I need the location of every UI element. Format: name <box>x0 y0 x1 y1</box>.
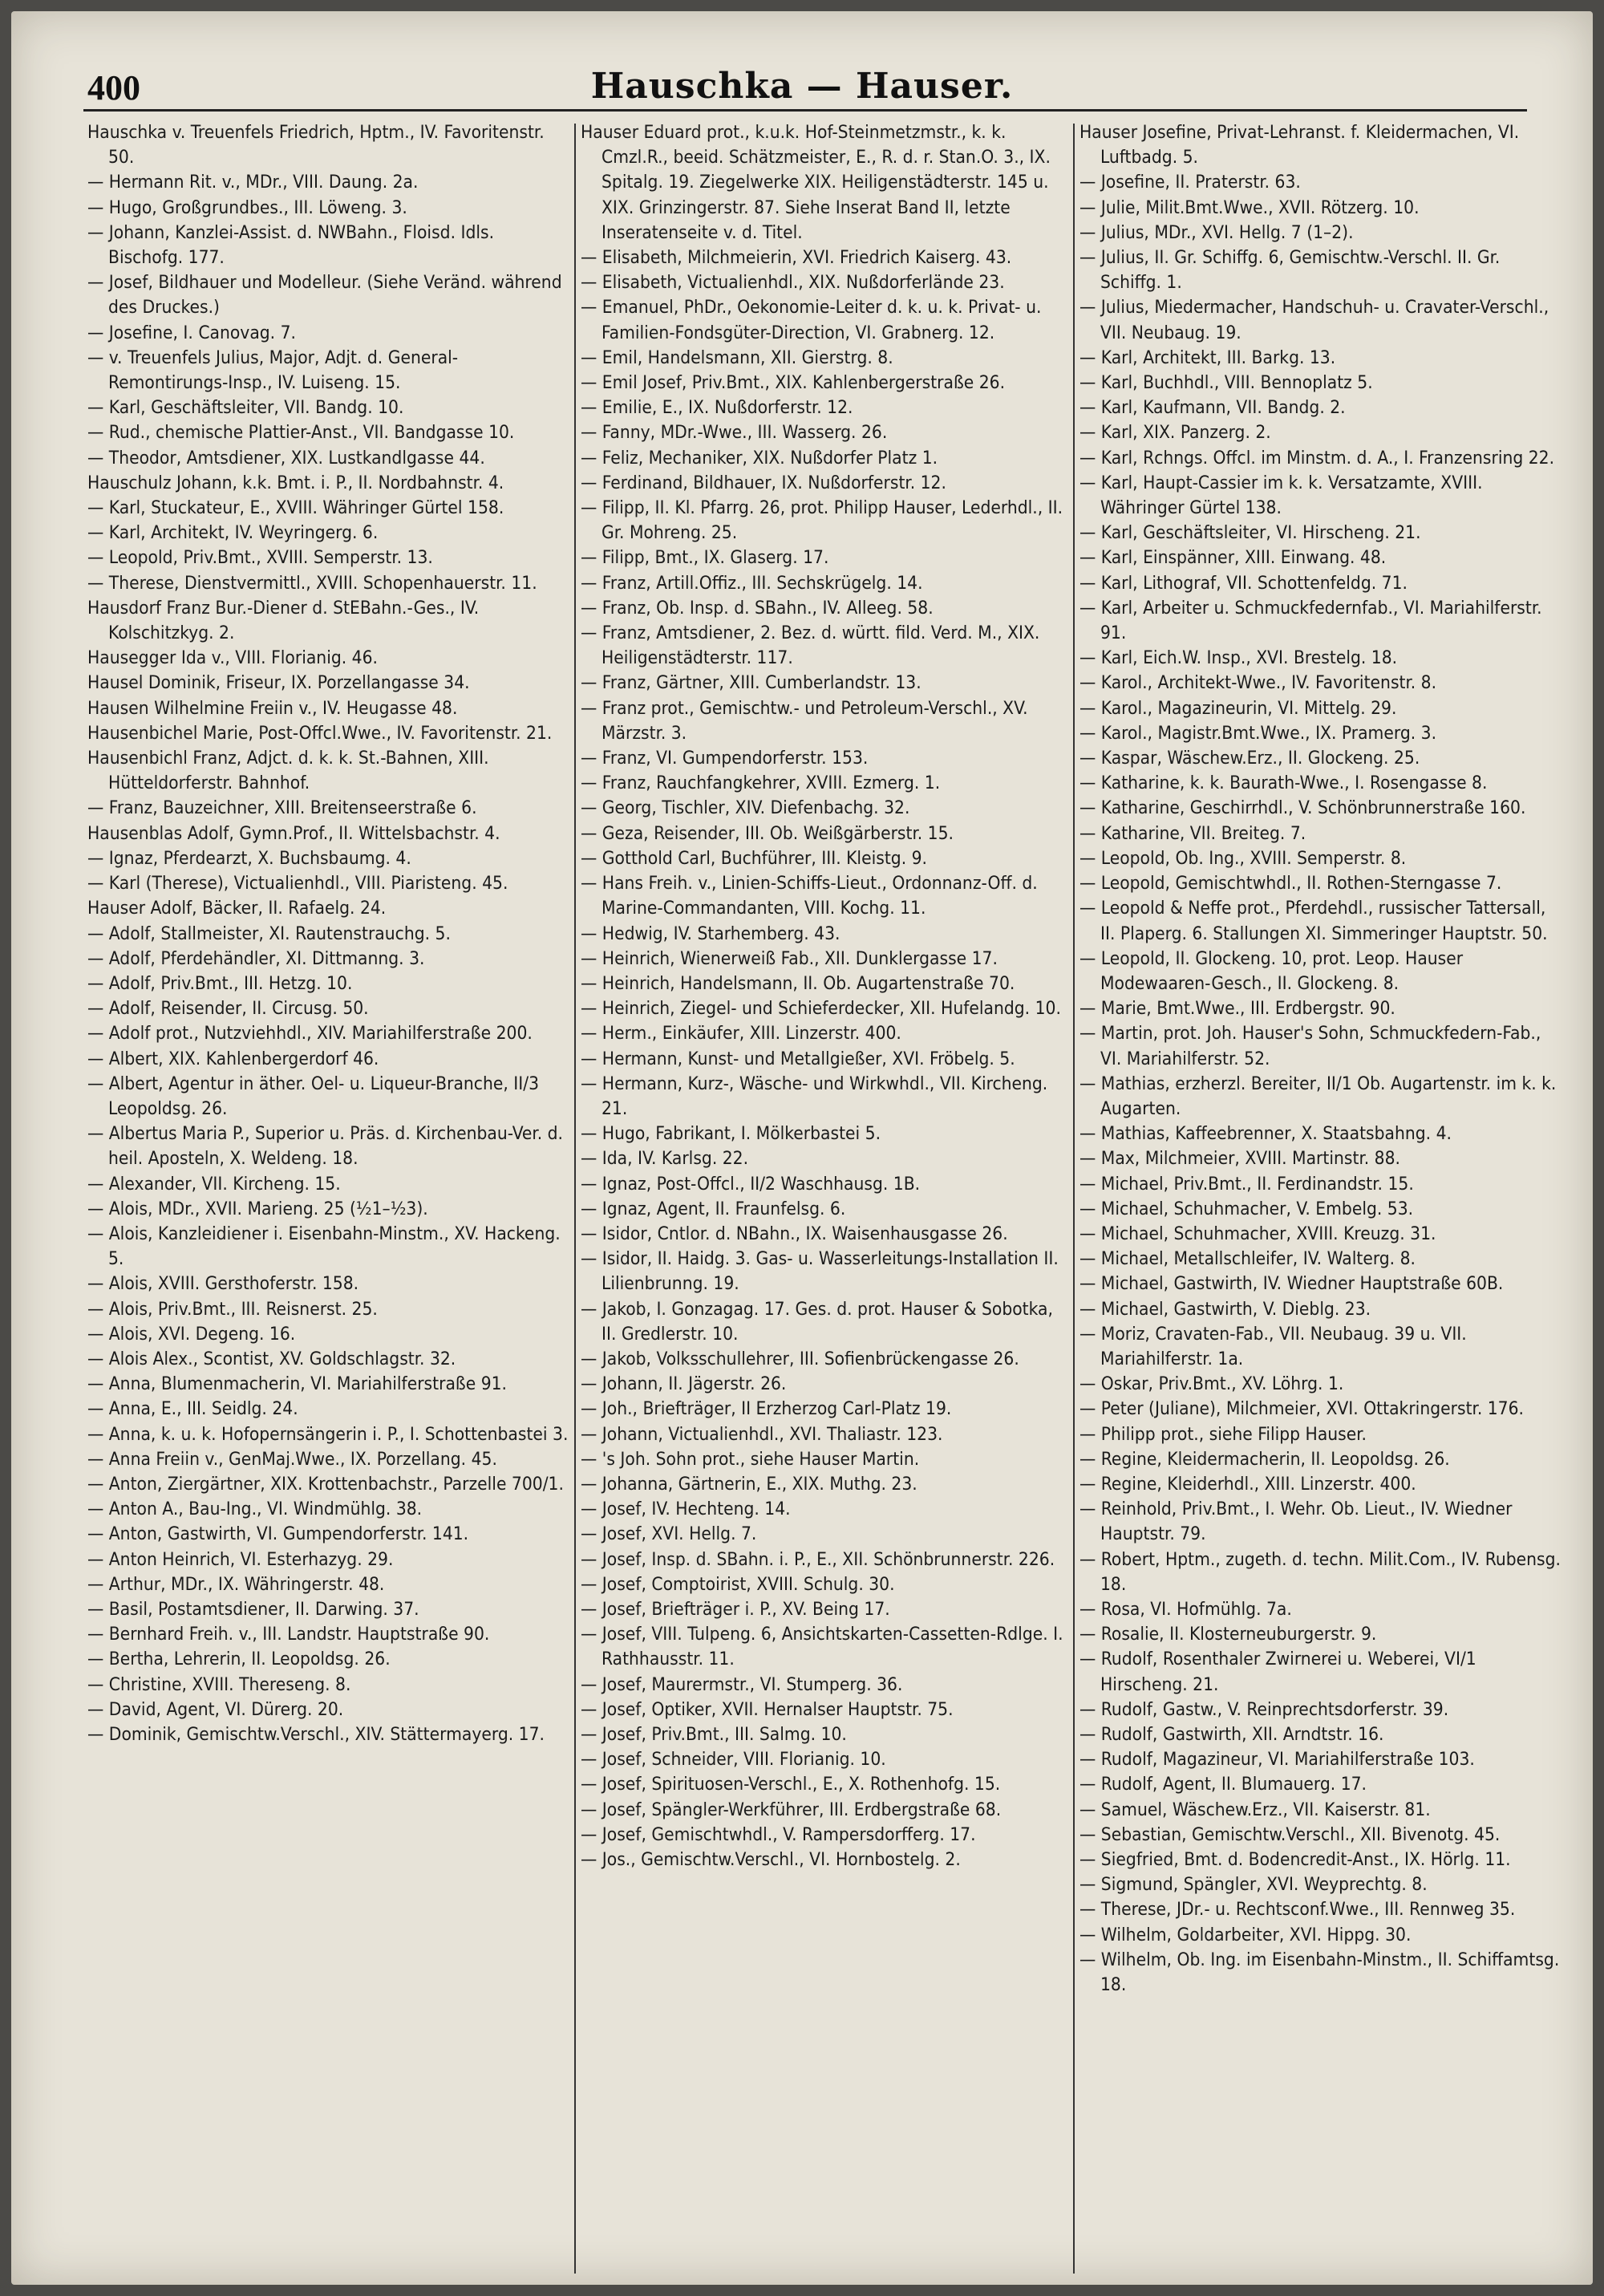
directory-entry: — Johann, Kanzlei-Assist. d. NWBahn., Floisd. Idls. Bischofg. 177. <box>87 221 495 269</box>
directory-entry: — Jakob, I. Gonzagag. 17. Ges. d. prot. Hauser & Sobotka, II. Gredlerstr. 10. <box>581 1298 1053 1345</box>
directory-entry: — Heinrich, Ziegel- und Schieferdecker, XII. Hufelandg. 10. <box>581 998 1061 1020</box>
directory-entry: — Herm., Einkäufer, XIII. Linzerstr. 400. <box>581 1023 901 1045</box>
directory-entry: — Albertus Maria P., Superior u. Präs. d. Kirchenbau-Ver. d. heil. Aposteln, X. Weldeng. 18. <box>87 1123 563 1170</box>
directory-entry: — David, Agent, VI. Dürerg. 20. <box>87 1698 344 1720</box>
directory-entry: Hausel Dominik, Friseur, IX. Porzellangasse 34. <box>87 672 470 694</box>
directory-entry: — Philipp prot., siehe Filipp Hauser. <box>1079 1423 1367 1445</box>
directory-entry: — Regine, Kleiderhdl., XIII. Linzerstr. 400. <box>1079 1473 1416 1495</box>
directory-entry: — Anna Freiin v., GenMaj.Wwe., IX. Porzellang. 45. <box>87 1448 497 1470</box>
directory-entry: — Rosa, VI. Hofmühlg. 7a. <box>1079 1598 1292 1620</box>
directory-entry: — Karl, Stuckateur, E., XVIII. Währinger Gürtel 158. <box>87 497 504 519</box>
directory-entry: — Arthur, MDr., IX. Währingerstr. 48. <box>87 1573 385 1595</box>
directory-entry: — Heinrich, Wienerweiß Fab., XII. Dunklergasse 17. <box>581 947 998 969</box>
directory-entry: — Ignaz, Post-Offcl., II/2 Waschhausg. 1B. <box>581 1173 921 1195</box>
directory-entry: — Josef, Spängler-Werkführer, III. Erdbergstraße 68. <box>581 1799 1002 1820</box>
directory-entry: — Anton, Gastwirth, VI. Gumpendorferstr. 141. <box>87 1523 469 1545</box>
directory-entry: — Karl, Geschäftsleiter, VII. Bandg. 10. <box>87 397 404 419</box>
directory-entry: — Josef, Briefträger i. P., XV. Being 17. <box>581 1598 890 1620</box>
directory-entry: — Franz, Bauzeichner, XIII. Breitenseerstraße 6. <box>87 797 477 819</box>
directory-entry: — Mathias, Kaffeebrenner, X. Staatsbahng. 4. <box>1079 1123 1452 1145</box>
directory-entry: — Regine, Kleidermacherin, II. Leopoldsg. 26. <box>1079 1448 1450 1470</box>
column-3 <box>1079 120 1561 2270</box>
directory-entry: — Emanuel, PhDr., Oekonomie-Leiter d. k. u. k. Privat- u. Familien-Fondsgüter-Direction, VI. Grabnerg. 12. <box>581 297 1042 343</box>
directory-entry: — Johanna, Gärtnerin, E., XIX. Muthg. 23. <box>581 1473 917 1495</box>
directory-entry: — Jos., Gemischtw.Verschl., VI. Hornbostelg. 2. <box>581 1849 961 1871</box>
directory-entry: — Josef, Priv.Bmt., III. Salmg. 10. <box>581 1724 847 1745</box>
directory-entry: — Alexander, VII. Kircheng. 15. <box>87 1173 341 1195</box>
directory-entry: — Leopold, II. Glockeng. 10, prot. Leop. Hauser Modewaaren-Gesch., II. Glockeng. 8. <box>1079 947 1464 994</box>
directory-entry: — Anton, Ziergärtner, XIX. Krottenbachstr., Parzelle 700/1. <box>87 1473 564 1495</box>
directory-entry: — Anna, k. u. k. Hofopernsängerin i. P., I. Schottenbastei 3. <box>87 1423 569 1445</box>
directory-entry: — Ignaz, Agent, II. Fraunfelsg. 6. <box>581 1198 846 1219</box>
directory-entry: — Dominik, Gemischtw.Verschl., XIV. Stättermayerg. 17. <box>87 1724 545 1745</box>
directory-entry: — Albert, XIX. Kahlenbergerdorf 46. <box>87 1048 379 1069</box>
directory-entry: — Julius, Miedermacher, Handschuh- u. Cravater-Verschl., VII. Neubaug. 19. <box>1079 297 1549 343</box>
directory-entry: — Johann, II. Jägerstr. 26. <box>581 1373 787 1395</box>
column-divider <box>574 124 576 2274</box>
directory-entry: — Elisabeth, Milchmeierin, XVI. Friedrich Kaiserg. 43. <box>581 247 1012 269</box>
directory-entry: — Theodor, Amtsdiener, XIX. Lustkandlgasse 44. <box>87 447 485 469</box>
directory-entry: Hausenblas Adolf, Gymn.Prof., II. Wittelsbachstr. 4. <box>87 822 500 844</box>
directory-entry: — Mathias, erzherzl. Bereiter, II/1 Ob. Augartenstr. im k. k. Augarten. <box>1079 1073 1557 1119</box>
directory-entry: — 's Joh. Sohn prot., siehe Hauser Martin. <box>581 1448 920 1470</box>
directory-entry: — Michael, Priv.Bmt., II. Ferdinandstr. 15. <box>1079 1173 1414 1195</box>
directory-entry: — Alois, Kanzleidiener i. Eisenbahn-Minstm., XV. Hackeng. 5. <box>87 1223 561 1270</box>
directory-entry: — Filipp, II. Kl. Pfarrg. 26, prot. Philipp Hauser, Lederhdl., II. Gr. Mohreng. 25. <box>581 497 1063 544</box>
directory-entry: Hausdorf Franz Bur.-Diener d. StEBahn.-Ges., IV. Kolschitzkyg. 2. <box>87 597 480 644</box>
directory-entry: — Franz, Gärtner, XIII. Cumberlandstr. 13. <box>581 672 921 694</box>
directory-entry: — Bernhard Freih. v., III. Landstr. Hauptstraße 90. <box>87 1624 490 1645</box>
directory-entry: — Michael, Metallschleifer, IV. Walterg. 8. <box>1079 1248 1416 1270</box>
directory-entry: — Isidor, II. Haidg. 3. Gas- u. Wasserleitungs-Installation II. Lilienbrunng. 19. <box>581 1248 1059 1295</box>
directory-entry: — Heinrich, Handelsmann, II. Ob. Augartenstraße 70. <box>581 972 1015 994</box>
directory-entry: — Katharine, k. k. Baurath-Wwe., I. Rosengasse 8. <box>1079 773 1488 794</box>
directory-entry: — Emilie, E., IX. Nußdorferstr. 12. <box>581 397 853 419</box>
directory-entry: — Karol., Magistr.Bmt.Wwe., IX. Pramerg. 3. <box>1079 722 1437 744</box>
page-title: Hauschka — Hauser. <box>590 66 1014 107</box>
directory-entry: — Alois, MDr., XVII. Marieng. 25 (½1–½3). <box>87 1198 428 1219</box>
directory-entry: — Marie, Bmt.Wwe., III. Erdbergstr. 90. <box>1079 998 1395 1020</box>
directory-entry: — Sebastian, Gemischtw.Verschl., XII. Bivenotg. 45. <box>1079 1823 1501 1845</box>
directory-entry: — Oskar, Priv.Bmt., XV. Löhrg. 1. <box>1079 1373 1344 1395</box>
directory-entry: — Sigmund, Spängler, XVI. Weyprechtg. 8. <box>1079 1874 1428 1896</box>
directory-entry: — Elisabeth, Victualienhdl., XIX. Nußdorferlände 23. <box>581 272 1005 294</box>
directory-entry: — Leopold, Gemischtwhdl., II. Rothen-Sterngasse 7. <box>1079 873 1502 894</box>
directory-entry: — Josef, Insp. d. SBahn. i. P., E., XII. Schönbrunnerstr. 226. <box>581 1548 1055 1570</box>
directory-entry: — Emil Josef, Priv.Bmt., XIX. Kahlenbergerstraße 26. <box>581 372 1006 394</box>
header-rule <box>83 109 1527 112</box>
directory-entry: — Alois, Priv.Bmt., III. Reisnerst. 25. <box>87 1298 378 1320</box>
directory-entry: — Katharine, Geschirrhdl., V. Schönbrunnerstraße 160. <box>1079 797 1526 819</box>
directory-entry: — Ferdinand, Bildhauer, IX. Nußdorferstr. 12. <box>581 472 946 493</box>
directory-entry: Hausen Wilhelmine Freiin v., IV. Heugasse 48. <box>87 697 458 719</box>
directory-entry: — Leopold, Ob. Ing., XVIII. Semperstr. 8. <box>1079 847 1407 869</box>
directory-entry: — Therese, JDr.- u. Rechtsconf.Wwe., III. Rennweg 35. <box>1079 1899 1516 1921</box>
directory-entry: — Julie, Milit.Bmt.Wwe., XVII. Rötzerg. 10. <box>1079 197 1420 218</box>
directory-entry: — Georg, Tischler, XIV. Diefenbachg. 32. <box>581 797 910 819</box>
directory-entry: — Karl, Haupt-Cassier im k. k. Versatzamte, XVIII. Währinger Gürtel 138. <box>1079 472 1483 519</box>
directory-entry: — Adolf, Pferdehändler, XI. Dittmanng. 3. <box>87 947 425 969</box>
directory-entry: — Ignaz, Pferdearzt, X. Buchsbaumg. 4. <box>87 847 411 869</box>
directory-entry: — Rosalie, II. Klosterneuburgerstr. 9. <box>1079 1624 1377 1645</box>
directory-entry: — Anna, E., III. Seidlg. 24. <box>87 1398 298 1420</box>
directory-entry: — Josefine, II. Praterstr. 63. <box>1079 172 1301 193</box>
directory-entry: — Karl, Rchngs. Offcl. im Minstm. d. A., I. Franzensring 22. <box>1079 447 1555 469</box>
directory-entry: — Kaspar, Wäschew.Erz., II. Glockeng. 25. <box>1079 748 1420 769</box>
directory-entry: — Basil, Postamtsdiener, II. Darwing. 37. <box>87 1598 419 1620</box>
directory-entry: — Josef, VIII. Tulpeng. 6, Ansichtskarten-Cassetten-Rdlge. I. Rathhausstr. 11. <box>581 1624 1063 1670</box>
directory-entry: — Rudolf, Rosenthaler Zwirnerei u. Weberei, VI/1 Hirscheng. 21. <box>1079 1649 1476 1695</box>
directory-entry: — Max, Milchmeier, XVIII. Martinstr. 88. <box>1079 1148 1400 1170</box>
directory-entry: — Christine, XVIII. Thereseng. 8. <box>87 1673 351 1695</box>
directory-entry: — Adolf, Reisender, II. Circusg. 50. <box>87 998 369 1020</box>
directory-entry: — Michael, Schuhmacher, XVIII. Kreuzg. 31. <box>1079 1223 1436 1244</box>
directory-entry: — Rudolf, Gastwirth, XII. Arndtstr. 16. <box>1079 1724 1384 1745</box>
directory-entry: — Therese, Dienstvermittl., XVIII. Schopenhauerstr. 11. <box>87 572 537 594</box>
directory-entry: — Karl, Kaufmann, VII. Bandg. 2. <box>1079 397 1346 419</box>
directory-entry: — Karl, Eich.W. Insp., XVI. Brestelg. 18. <box>1079 647 1398 669</box>
directory-entry: — Reinhold, Priv.Bmt., I. Wehr. Ob. Lieut., IV. Wiedner Hauptstr. 79. <box>1079 1499 1513 1545</box>
directory-entry: — Hermann Rit. v., MDr., VIII. Daung. 2a. <box>87 172 419 193</box>
directory-entry: — Katharine, VII. Breiteg. 7. <box>1079 822 1306 844</box>
directory-entry: — Feliz, Mechaniker, XIX. Nußdorfer Platz 1. <box>581 447 938 469</box>
directory-entry: Hauser Josefine, Privat-Lehranst. f. Kleidermachen, VI. Luftbadg. 5. <box>1079 122 1520 168</box>
directory-entry: — Isidor, Cntlor. d. NBahn., IX. Waisenhausgasse 26. <box>581 1223 1008 1244</box>
directory-entry: — Moriz, Cravaten-Fab., VII. Neubaug. 39 u. VII. Mariahilferstr. 1a. <box>1079 1323 1467 1369</box>
page-header <box>11 59 1593 116</box>
directory-entry: — Rud., chemische Plattier-Anst., VII. Bandgasse 10. <box>87 422 515 444</box>
directory-entry: — Karl, Arbeiter u. Schmuckfedernfab., VI. Mariahilferstr. 91. <box>1079 597 1542 644</box>
directory-entry: Hauschka v. Treuenfels Friedrich, Hptm., IV. Favoritenstr. 50. <box>87 122 545 168</box>
directory-entry: — Karl, Einspänner, XIII. Einwang. 48. <box>1079 547 1387 569</box>
directory-entry: — Karl (Therese), Victualienhdl., VIII. Piaristeng. 45. <box>87 873 508 894</box>
directory-entry: — Fanny, MDr.-Wwe., III. Wasserg. 26. <box>581 422 888 444</box>
directory-entry: — Anna, Blumenmacherin, VI. Mariahilferstraße 91. <box>87 1373 508 1395</box>
directory-entry: — Josef, Optiker, XVII. Hernalser Hauptstr. 75. <box>581 1698 954 1720</box>
directory-entry: — Gotthold Carl, Buchführer, III. Kleistg. 9. <box>581 847 927 869</box>
directory-entry: — Rudolf, Gastw., V. Reinprechtsdorferstr. 39. <box>1079 1698 1449 1720</box>
directory-entry: — Robert, Hptm., zugeth. d. techn. Milit.Com., IV. Rubensg. 18. <box>1079 1548 1561 1595</box>
directory-entry: — Michael, Gastwirth, V. Dieblg. 23. <box>1079 1298 1371 1320</box>
directory-entry: — Martin, prot. Joh. Hauser's Sohn, Schmuckfedern-Fab., VI. Mariahilferstr. 52. <box>1079 1023 1541 1069</box>
directory-entry: — Hermann, Kunst- und Metallgießer, XVI. Fröbelg. 5. <box>581 1048 1015 1069</box>
directory-entry: — Josef, Maurermstr., VI. Stumperg. 36. <box>581 1673 903 1695</box>
directory-entry: — Hermann, Kurz-, Wäsche- und Wirkwhdl., VII. Kircheng. 21. <box>581 1073 1048 1119</box>
directory-entry: — Rudolf, Agent, II. Blumauerg. 17. <box>1079 1774 1367 1795</box>
directory-entry: — Franz prot., Gemischtw.- und Petroleum-Verschl., XV. Märzstr. 3. <box>581 697 1028 744</box>
directory-entry: — Franz, Rauchfangkehrer, XVIII. Ezmerg. 1. <box>581 773 941 794</box>
directory-entry: — Anton Heinrich, VI. Esterhazyg. 29. <box>87 1548 394 1570</box>
directory-entry: — Julius, II. Gr. Schiffg. 6, Gemischtw.-Verschl. II. Gr. Schiffg. 1. <box>1079 247 1501 294</box>
directory-entry: — Hugo, Großgrundbes., III. Löweng. 3. <box>87 197 407 218</box>
directory-entry: — Wilhelm, Ob. Ing. im Eisenbahn-Minstm., II. Schiffamtsg. 18. <box>1079 1949 1560 1996</box>
directory-entry: — Johann, Victualienhdl., XVI. Thaliastr. 123. <box>581 1423 943 1445</box>
directory-entry: Hauschulz Johann, k.k. Bmt. i. P., II. Nordbahnstr. 4. <box>87 472 504 493</box>
directory-entry: — Samuel, Wäschew.Erz., VII. Kaiserstr. 81. <box>1079 1799 1431 1820</box>
directory-entry: — Geza, Reisender, III. Ob. Weißgärberstr. 15. <box>581 822 954 844</box>
directory-entry: — Jakob, Volksschullehrer, III. Sofienbrückengasse 26. <box>581 1348 1019 1369</box>
directory-entry: — Adolf prot., Nutzviehhdl., XIV. Mariahilferstraße 200. <box>87 1023 533 1045</box>
column-divider <box>1073 124 1075 2274</box>
directory-entry: — Karl, Lithograf, VII. Schottenfeldg. 71. <box>1079 572 1408 594</box>
directory-entry: — Karol., Architekt-Wwe., IV. Favoritenstr. 8. <box>1079 672 1437 694</box>
directory-entry: Hausegger Ida v., VIII. Florianig. 46. <box>87 647 378 669</box>
directory-entry: — Hans Freih. v., Linien-Schiffs-Lieut., Ordonnanz-Off. d. Marine-Commandanten, VIII. Kochg. 11. <box>581 873 1038 919</box>
directory-entry: — Franz, Amtsdiener, 2. Bez. d. württ. fild. Verd. M., XIX. Heiligenstädterstr. 117. <box>581 623 1040 669</box>
directory-entry: — Josef, Schneider, VIII. Florianig. 10. <box>581 1749 886 1771</box>
directory-entry: — Anton A., Bau-Ing., VI. Windmühlg. 38. <box>87 1499 423 1520</box>
directory-entry: — Hedwig, IV. Starhemberg. 43. <box>581 923 840 944</box>
directory-entry: — Siegfried, Bmt. d. Bodencredit-Anst., IX. Hörlg. 11. <box>1079 1849 1511 1871</box>
directory-entry: — Bertha, Lehrerin, II. Leopoldsg. 26. <box>87 1649 391 1670</box>
directory-entry: — Leopold, Priv.Bmt., XVIII. Semperstr. 13. <box>87 547 433 569</box>
directory-entry: — Karl, Architekt, III. Barkg. 13. <box>1079 347 1336 368</box>
directory-entry: — Michael, Schuhmacher, V. Embelg. 53. <box>1079 1198 1414 1219</box>
directory-entry: — Julius, MDr., XVI. Hellg. 7 (1–2). <box>1079 221 1354 243</box>
directory-entry: — Rudolf, Magazineur, VI. Mariahilferstraße 103. <box>1079 1749 1475 1771</box>
directory-entry: Hauser Adolf, Bäcker, II. Rafaelg. 24. <box>87 898 387 919</box>
directory-entry: — Franz, VI. Gumpendorferstr. 153. <box>581 748 869 769</box>
directory-entry: — Filipp, Bmt., IX. Glaserg. 17. <box>581 547 829 569</box>
directory-entry: — Karol., Magazineurin, VI. Mittelg. 29. <box>1079 697 1397 719</box>
directory-entry: — Josef, Comptoirist, XVIII. Schulg. 30. <box>581 1573 895 1595</box>
directory-entry: — Karl, Geschäftsleiter, VI. Hirscheng. 21. <box>1079 522 1421 544</box>
directory-entry: — Michael, Gastwirth, IV. Wiedner Hauptstraße 60B. <box>1079 1273 1504 1295</box>
directory-entry: — Emil, Handelsmann, XII. Gierstrg. 8. <box>581 347 893 368</box>
directory-entry: — Peter (Juliane), Milchmeier, XVI. Ottakringerstr. 176. <box>1079 1398 1524 1420</box>
directory-entry: — Adolf, Stallmeister, XI. Rautenstrauchg. 5. <box>87 923 451 944</box>
directory-entry: — Adolf, Priv.Bmt., III. Hetzg. 10. <box>87 972 353 994</box>
column-2 <box>581 120 1067 2270</box>
directory-entry: — Josefine, I. Canovag. 7. <box>87 322 296 343</box>
directory-entry: — Alois, XVI. Degeng. 16. <box>87 1323 296 1345</box>
directory-entry: — Josef, IV. Hechteng. 14. <box>581 1499 791 1520</box>
directory-entry: — Hugo, Fabrikant, I. Mölkerbastei 5. <box>581 1123 881 1145</box>
directory-entry: — Josef, XVI. Hellg. 7. <box>581 1523 757 1545</box>
page-number: 400 <box>87 68 140 107</box>
directory-entry: — Ida, IV. Karlsg. 22. <box>581 1148 749 1170</box>
directory-entry: — Karl, Architekt, IV. Weyringerg. 6. <box>87 522 379 544</box>
directory-entry: Hausenbichel Marie, Post-Offcl.Wwe., IV. Favoritenstr. 21. <box>87 722 553 744</box>
directory-entry: — Alois, XVIII. Gersthoferstr. 158. <box>87 1273 359 1295</box>
directory-entry: Hausenbichl Franz, Adjct. d. k. k. St.-Bahnen, XIII. Hütteldorferstr. Bahnhof. <box>87 748 489 794</box>
directory-entry: — Joh., Briefträger, II Erzherzog Carl-Platz 19. <box>581 1398 952 1420</box>
directory-page <box>11 11 1593 2285</box>
directory-entry: — Josef, Spirituosen-Verschl., E., X. Rothenhofg. 15. <box>581 1774 1001 1795</box>
directory-entry: — Alois Alex., Scontist, XV. Goldschlagstr. 32. <box>87 1348 456 1369</box>
directory-entry: — Karl, XIX. Panzerg. 2. <box>1079 422 1271 444</box>
directory-entry: — Leopold & Neffe prot., Pferdehdl., russischer Tattersall, II. Plaperg. 6. Stallungen XI. Simmeringer Hauptstr. 50. <box>1079 898 1548 944</box>
directory-entry: — Franz, Artill.Offiz., III. Sechskrügelg. 14. <box>581 572 923 594</box>
directory-entry: — Albert, Agentur in äther. Oel- u. Liqueur-Branche, II/3 Leopoldsg. 26. <box>87 1073 540 1119</box>
directory-entry: — Karl, Buchhdl., VIII. Bennoplatz 5. <box>1079 372 1373 394</box>
directory-entry: Hauser Eduard prot., k.u.k. Hof-Steinmetzmstr., k. k. Cmzl.R., beeid. Schätzmeister, E., R. d. r. Stan.O. 3., IX. Spitalg. 19. Ziegelwerke XIX. Heiligenstädterstr. 145 u. XIX. Grinzingerstr. 87. Siehe Inserat Band II, letzte Inseratenseite v. d. Titel. <box>581 122 1051 243</box>
directory-entry: — Josef, Gemischtwhdl., V. Rampersdorfferg. 17. <box>581 1823 976 1845</box>
directory-entry: — Wilhelm, Goldarbeiter, XVI. Hippg. 30. <box>1079 1924 1412 1945</box>
directory-entry: — Josef, Bildhauer und Modelleur. (Siehe Veränd. während des Druckes.) <box>87 272 562 318</box>
directory-entry: — v. Treuenfels Julius, Major, Adjt. d. General-Remontirungs-Insp., IV. Luiseng. 15. <box>87 347 459 394</box>
column-1 <box>87 120 569 2270</box>
directory-entry: — Franz, Ob. Insp. d. SBahn., IV. Alleeg. 58. <box>581 597 934 619</box>
